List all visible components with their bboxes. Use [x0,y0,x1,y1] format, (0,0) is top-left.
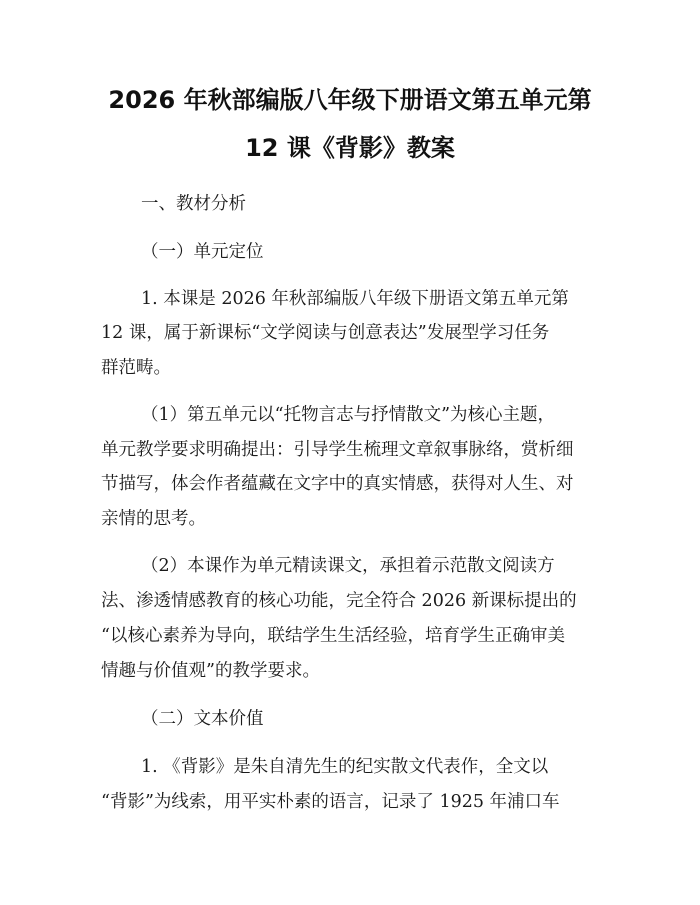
subsection-heading-unit-position: （一）单元定位 [141,242,264,262]
paragraph-2-line-2: 单元教学要求明确提出：引导学生梳理文章叙事脉络，赏析细 [101,440,574,460]
subsection-heading-text-value: （二）文本价值 [141,709,264,729]
section-heading-materials-analysis: 一、教材分析 [141,194,246,214]
paragraph-2-line-4: 亲情的思考。 [101,509,206,529]
paragraph-2-line-3: 节描写，体会作者蕴藏在文字中的真实情感，获得对人生、对 [101,474,574,494]
paragraph-4-line-1: 1. 《背影》是朱自清先生的纪实散文代表作，全文以 [141,757,549,777]
paragraph-3-line-4: 情趣与价值观”的教学要求。 [101,661,320,681]
paragraph-3-line-2: 法、渗透情感教育的核心功能，完全符合 2026 新课标提出的 [101,591,577,611]
paragraph-3-line-3: “以核心素养为导向，联结学生生活经验，培育学生正确审美 [101,626,565,646]
paragraph-3-line-1: （2）本课作为单元精读课文，承担着示范散文阅读方 [141,556,555,576]
paragraph-1-line-2: 12 课，属于新课标“文学阅读与创意表达”发展型学习任务 [101,323,550,343]
paragraph-1-line-3: 群范畴。 [101,358,171,378]
paragraph-4-line-2: “背影”为线索，用平实朴素的语言，记录了 1925 年浦口车 [101,792,560,812]
paragraph-1-line-1: 1. 本课是 2026 年秋部编版八年级下册语文第五单元第 [141,289,569,309]
document-title-line-1: 2026 年秋部编版八年级下册语文第五单元第 [108,86,592,114]
document-title-line-2: 12 课《背影》教案 [245,134,455,162]
paragraph-2-line-1: （1）第五单元以“托物言志与抒情散文”为核心主题， [141,405,556,425]
